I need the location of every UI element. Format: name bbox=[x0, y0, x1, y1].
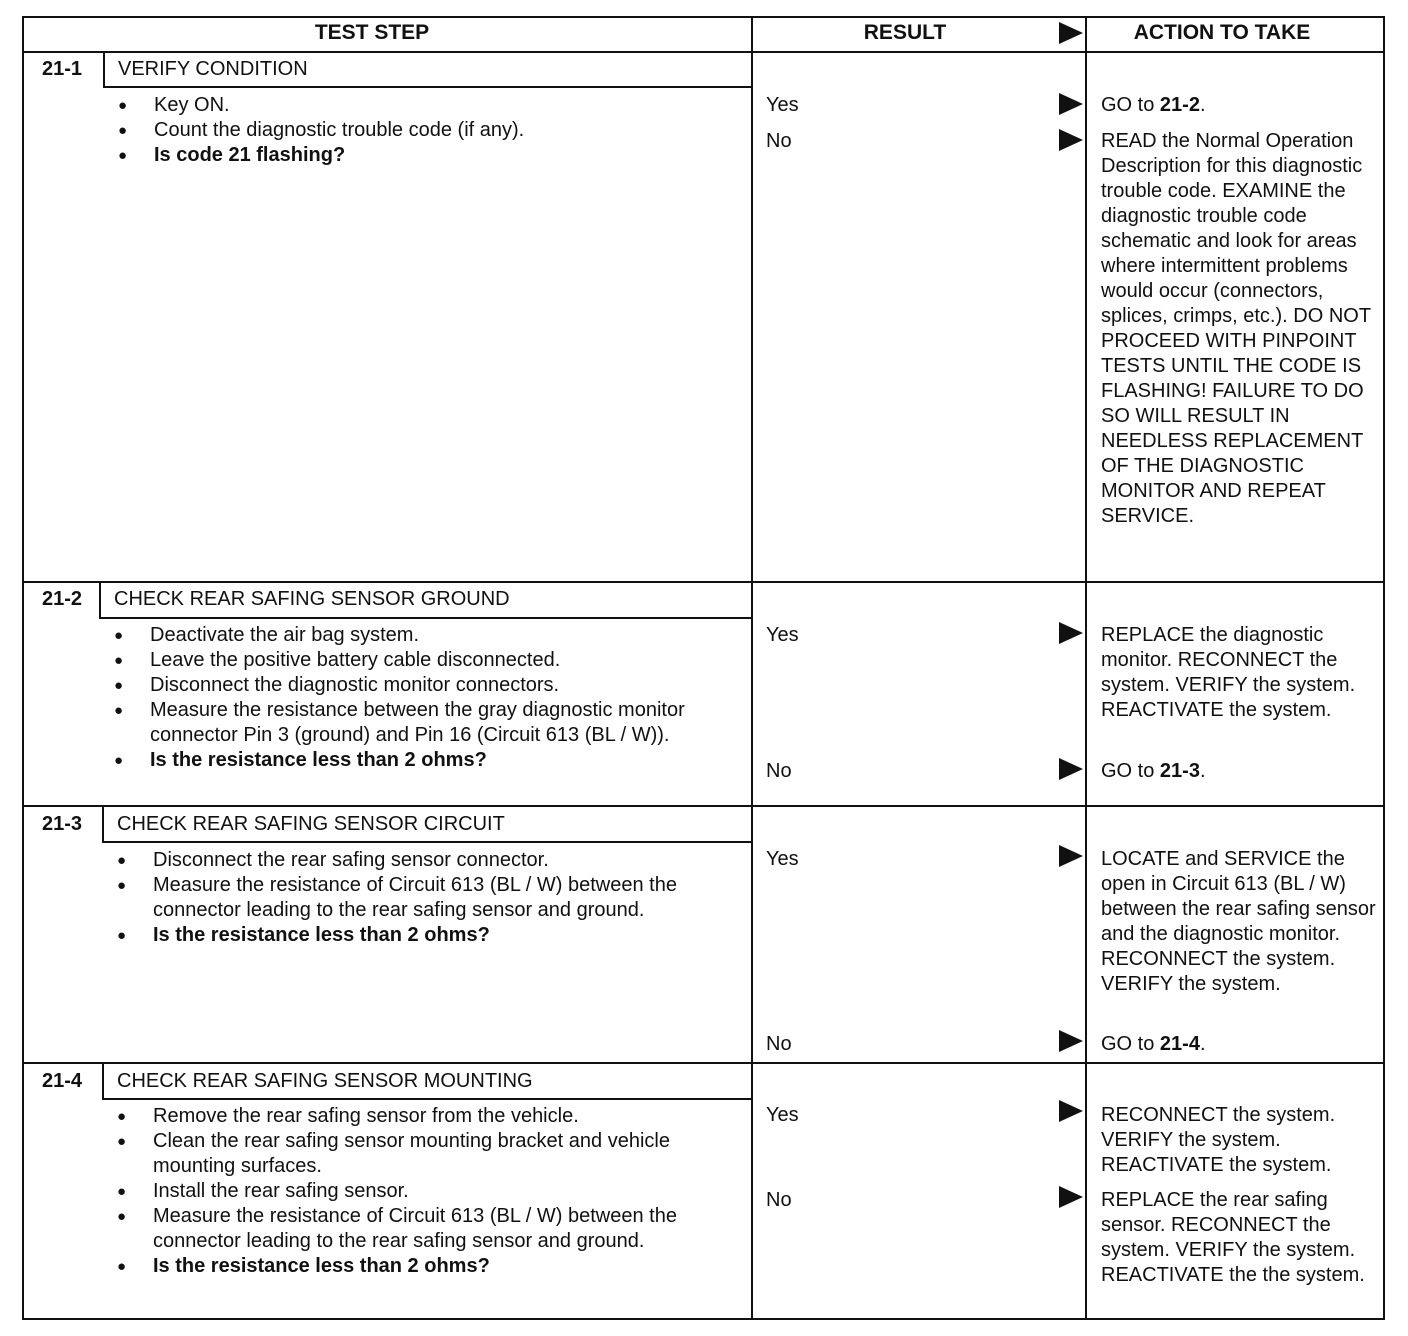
header-test-step: TEST STEP bbox=[314, 21, 430, 44]
step-bullet-list bbox=[114, 623, 734, 773]
list-item: ● Measure the resistance between the gray diagnostic monitor connector Pin 3 (ground) and Pin 16 (Circuit 613 (BL / W)). bbox=[114, 698, 734, 748]
step-title: CHECK REAR SAFING SENSOR MOUNTING bbox=[117, 1070, 533, 1092]
result-no: No bbox=[766, 1189, 792, 1211]
action-no: READ the Normal Operation Description for this diagnostic trouble code. EXAMINE the diagnostic trouble code schematic and look for areas where intermittent problems would occur (connectors, splices, crimps, etc.). DO NOT PROCEED WITH PINPOINT TESTS UNTIL THE CODE IS FLASHING! FAILURE TO DO SO WILL RESULT IN NEEDLESS REPLACEMENT OF THE DIAGNOSTIC MONITOR AND REPEAT SERVICE. bbox=[1101, 130, 1371, 527]
list-item: ● Disconnect the rear safing sensor connector. bbox=[117, 848, 717, 873]
list-item: ● Key ON. bbox=[118, 93, 718, 118]
result-yes: Yes bbox=[766, 94, 799, 116]
header-arrow-icon bbox=[1059, 22, 1083, 44]
arrow-icon bbox=[1059, 758, 1083, 780]
step-bullet-list bbox=[118, 93, 718, 168]
list-item: ● Remove the rear safing sensor from the vehicle. bbox=[117, 1104, 707, 1129]
action-yes: LOCATE and SERVICE the open in Circuit 613 (BL / W) between the rear safing sensor and the diagnostic monitor. RECONNECT the system. VERIFY the system. bbox=[1101, 848, 1376, 995]
result-yes: Yes bbox=[766, 1104, 799, 1126]
result-yes: Yes bbox=[766, 848, 799, 870]
list-item: ● Is the resistance less than 2 ohms? bbox=[117, 923, 717, 948]
list-item: ● Deactivate the air bag system. bbox=[114, 623, 734, 648]
list-item: ● Install the rear safing sensor. bbox=[117, 1179, 707, 1204]
result-yes: Yes bbox=[766, 624, 799, 646]
action-yes: GO to 21-2. bbox=[1101, 94, 1206, 116]
step-title: VERIFY CONDITION bbox=[118, 58, 308, 80]
result-no: No bbox=[766, 130, 792, 152]
result-no: No bbox=[766, 760, 792, 782]
action-no: REPLACE the rear safing sensor. RECONNECT the system. VERIFY the system. REACTIVATE the the system. bbox=[1101, 1189, 1365, 1286]
list-item: ● Measure the resistance of Circuit 613 (BL / W) between the connector leading to the rear safing sensor and ground. bbox=[117, 873, 717, 923]
action-yes: RECONNECT the system. VERIFY the system. REACTIVATE the system. bbox=[1101, 1104, 1336, 1176]
list-item: ● Clean the rear safing sensor mounting bracket and vehicle mounting surfaces. bbox=[117, 1129, 707, 1179]
step-title: CHECK REAR SAFING SENSOR GROUND bbox=[114, 588, 510, 610]
arrow-icon bbox=[1059, 622, 1083, 644]
step-number: 21-1 bbox=[41, 58, 83, 80]
arrow-icon bbox=[1059, 1100, 1083, 1122]
list-item: ● Leave the positive battery cable disconnected. bbox=[114, 648, 734, 673]
step-number: 21-2 bbox=[41, 588, 83, 610]
result-no: No bbox=[766, 1033, 792, 1055]
header-result: RESULT bbox=[863, 21, 947, 44]
step-title: CHECK REAR SAFING SENSOR CIRCUIT bbox=[117, 813, 505, 835]
step-number: 21-3 bbox=[41, 813, 83, 835]
arrow-icon bbox=[1059, 129, 1083, 151]
action-no: GO to 21-4. bbox=[1101, 1033, 1206, 1055]
arrow-icon bbox=[1059, 1030, 1083, 1052]
list-item: ● Is the resistance less than 2 ohms? bbox=[117, 1254, 707, 1279]
arrow-icon bbox=[1059, 93, 1083, 115]
list-item: ● Disconnect the diagnostic monitor connectors. bbox=[114, 673, 734, 698]
step-number: 21-4 bbox=[41, 1070, 83, 1092]
header-action: ACTION TO TAKE bbox=[1133, 21, 1311, 44]
step-bullet-list bbox=[117, 1104, 707, 1279]
action-yes: REPLACE the diagnostic monitor. RECONNECT the system. VERIFY the system. REACTIVATE the system. bbox=[1101, 624, 1356, 721]
action-no: GO to 21-3. bbox=[1101, 760, 1206, 782]
arrow-icon bbox=[1059, 845, 1083, 867]
list-item: ● Count the diagnostic trouble code (if any). bbox=[118, 118, 718, 143]
list-item: ● Is code 21 flashing? bbox=[118, 143, 718, 168]
arrow-icon bbox=[1059, 1186, 1083, 1208]
list-item: ● Is the resistance less than 2 ohms? bbox=[114, 748, 734, 773]
list-item: ● Measure the resistance of Circuit 613 (BL / W) between the connector leading to the rear safing sensor and ground. bbox=[117, 1204, 707, 1254]
step-bullet-list bbox=[117, 848, 717, 948]
